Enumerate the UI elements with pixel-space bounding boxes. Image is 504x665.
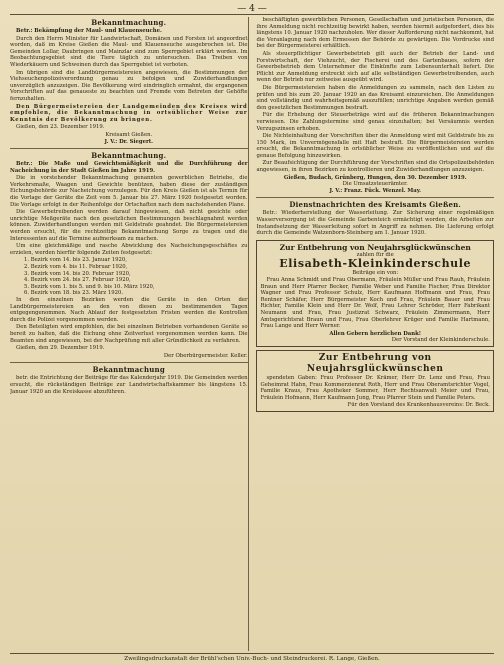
- notice-1-subject: Betr.: Bekämpfung der Maul- und Klauenseuche.: [16, 28, 162, 34]
- ad-1-signature: Der Vorstand der Kleinkinderschule.: [391, 337, 490, 344]
- ad-2-title: Zur Entbehrung von Neujahrsglückwünschen: [306, 352, 444, 374]
- columns: [10, 17, 494, 651]
- notice-2-authority: Der Oberbürgermeister. Keller.: [163, 352, 248, 359]
- notice-3-paragraph: betr. die Entrichtung der Beiträge für das Kalenderjahr 1919. Die Gemeinden werden ersucht, die rückständigen Beiträge zur Landwirtschaftskammer bis längstens 15. Januar 1920 an die Kreiskasse abzuführen.: [10, 375, 248, 395]
- notice-2-paragraph: In den einzelnen Bezirken werden die Geräte in den Orten der Landbürgermeistereien an den von diesen zu bestimmenden Tagen entgegengenommen. Nach Ablauf der festgesetzten Fristen werden die Kontrollen durch die Polizei vorgenommen werden.: [10, 296, 248, 323]
- schedule-item: 6. Bezirk vom 18. bis 23. März 1920.: [24, 290, 124, 297]
- notice-2-paragraph: Um eine gleichmäßige und rasche Abwicklung des Nacheichungsgeschäftes zu erzielen, werden hierfür folgende Zeiten festgesetzt:: [10, 243, 248, 256]
- dienst-paragraph: Betr.: Wiederherstellung der Wasserleitung. Zur Sicherung einer regelmäßigen Wasserversorgung ist die Gemeinde Garbenteich ermächtigt worden, die Arbeiten zur Instandsetzung der Wasserleitung sofort in Angriff zu nehmen. Die Lieferung erfolgt durch die Gemeinde Watzenborn-Steinberg am 1. Januar 1920.: [256, 210, 494, 237]
- dienst-heading: Dienstnachrichten des Kreisamts Gießen.: [289, 200, 462, 210]
- notice-2-heading: Bekanntmachung.: [91, 151, 167, 161]
- ad-1-intro-2: zahlen für die: [356, 251, 394, 258]
- tax-notice-paragraph: Die Nichteinhaltung der Vorschriften über die Anmeldung wird mit Geldstrafe bis zu 150 Mark, im Unvermögensfalle mit Haft bestraft. Die Bürgermeistereien werden ersucht, die Bekanntmachung in ortsüblicher Weise zu veröffentlichen und auf die genaue Befolgung hinzuwirken.: [256, 133, 494, 159]
- notice-2-paragraph: Die Gewerbetreibenden werden darauf hingewiesen, daß nicht geeichte oder unrichtige Meßgeräte nach den gesetzlichen Bestimmungen beschlagnahmt werden können. Zuwiderhandlungen werden mit Geldstrafe geahndet. Die Bürgermeistereien werden ersucht, für die rechtzeitige Bekanntmachung Sorge zu tragen und die Interessenten auf die Termine aufmerksam zu machen.: [10, 209, 248, 242]
- schedule-item: 3. Bezirk vom 14. bis 20. Februar 1920,: [24, 270, 131, 277]
- ad-2-donor-list: spendeten Gaben: Frau Professor Dr. Krämer, Herr Dr. Lenz und Frau, Frau Geheimrat Hahn, Frau Kommerzienrat Roth, Herr und Frau Oberamtsrichter Vogel, Familie Kraus, Frau Apotheker Sommer, Herr Rechtsanwalt Meier und Frau, Fräulein Hofmann, Herr Kaufmann Jung, Frau Pfarrer Stein und Familie Peters.: [260, 374, 490, 401]
- section-divider: [256, 197, 494, 198]
- ad-1-subtitle: Beiträge ein von:: [352, 270, 399, 277]
- ad-1-donor-list: Frau Anna Schmidt und Frau Obermann, Fräulein Müller und Frau Rauh, Fräulein Braun und Herr Pfarrer Becker, Familie Weber und Familie Fischer, Frau Direktor Wagner und Frau Professor Schulz, Herr Kaufmann Hoffmann und Frau, Frau Rentner Schäfer, Herr Bürgermeister Koch und Frau, Fräulein Bauer und Frau Richter, Familie Klein und Herr Dr. Wolf, Frau Lehrer Schröder, Herr Fabrikant Neumann und Frau, Frau Justizrat Schwarz, Fräulein Zimmermann, Herr Amtsgerichtsrat Braun und Frau, Frau Oberlehrer Krüger und Familie Hartmann, Frau Lange und Herr Werner.: [260, 277, 490, 330]
- ad-2-signature: Für den Vorstand des Krankenhausvereins: Dr. Beck.: [347, 402, 490, 409]
- tax-notice-authority: Die Umsatzsteuerämter.: [342, 181, 408, 188]
- ad-1-thanks: Allen Gebern herzlichen Dank!: [329, 330, 422, 337]
- notice-1-paragraph: Im übrigen sind die Landbürgermeistereien angewiesen, die Bestimmungen der Viehseuchenpolizeiverordnung genau zu befolgen und Zuwiderhandlungen unverzüglich anzuzeigen. Die Bevölkerung wird eindringlich ermahnt, die ergangenen Vorschriften auf das genaueste zu beachten und Fremde vom Betreten der Gehöfte fernzuhalten.: [10, 69, 248, 102]
- advertisement-neujahr: [256, 350, 494, 412]
- section-divider: [10, 148, 248, 149]
- printer-footer: Zweilingsdruckanstalt der Brühl'schen Univ.-Buch- und Steindruckerei. R. Lange, Gießen.: [10, 653, 494, 662]
- notice-1-signature: J. V.: Dr. Siegert.: [104, 138, 154, 145]
- tax-notice-paragraph: Für die Erhebung der Steuerbeträge wird auf die früheren Bekanntmachungen verwiesen. Die Zahlungstermine sind genau einzuhalten; bei Versäumnis werden Verzugszinsen erhoben.: [256, 112, 494, 132]
- section-divider: [10, 362, 248, 363]
- tax-notice-paragraph: beschäftigten gewerblichen Personen, Gesellschaften und juristischen Personen, die ihre Anmeldung nicht rechtzeitig bewirkt haben, werden hiermit aufgefordert, dies bis längstens 10. Januar 1920 nachzuholen. Wer dieser Aufforderung nicht nachkommt, hat die Veranlagung nach dem Ermessen der Behörde zu gewärtigen. Die Vordrucke sind bei der Bürgermeisterei erhältlich.: [256, 17, 494, 50]
- advertisement-kleinkinderschule: [256, 240, 494, 347]
- notice-2-subject: Betr.: Die Maße und Gewichtsmäßigkeit und die Durchführung der Nacheichung in der Stadt Gießen im Jahre 1919.: [10, 161, 248, 174]
- schedule-item: 5. Bezirk vom 1. bis 5. und 9. bis 10. März 1920,: [24, 283, 155, 290]
- schedule-item: 2. Bezirk vom 4. bis 11. Februar 1920,: [24, 264, 128, 270]
- page-number: — 4 —: [237, 4, 267, 14]
- notice-1-authority: Kreisamt Gießen.: [105, 131, 153, 138]
- notice-1-date: Gießen, den 23. Dezember 1919.: [16, 124, 105, 131]
- schedule-item: 4. Bezirk vom 24. bis 27. Februar 1920,: [24, 277, 131, 284]
- tax-notice-paragraph: Als steuerpflichtiger Gewerbebetrieb gilt auch der Betrieb der Land- und Forstwirtschaft, der Viehzucht, der Fischerei und des Gartenbaues, sofern der Gewerbebetrieb dem Unternehmer die Einkünfte zum Lebensunterhalt liefert. Die Pflicht zur Anmeldung erstreckt sich auf alle selbständigen Gewerbetreibenden, auch wenn der Betrieb nur zeitweise ausgeübt wird.: [256, 50, 494, 84]
- left-column: [10, 17, 248, 651]
- notice-3-heading: Bekanntmachung: [92, 365, 165, 375]
- tax-notice-paragraph: Zur Beaufsichtigung der Durchführung der Vorschriften sind die Ortspolizeibehörden angewiesen, in ihren Bezirken zu kontrollieren und Zuwiderhandlungen anzuzeigen.: [256, 160, 494, 174]
- notice-2-date: Gießen, den 29. Dezember 1919.: [16, 345, 105, 352]
- notice-1-heading: Bekanntmachung.: [91, 18, 167, 27]
- right-column: [256, 17, 494, 651]
- tax-notice-signature: J. V.: Franz. Fück. Wenzel. May.: [329, 187, 422, 194]
- ad-1-title: Elisabeth-Kleinkinderschule: [279, 257, 472, 271]
- ad-1-intro: Zur Entbehrung von Neujahrsglückwünschen: [279, 242, 471, 252]
- header-rule: [10, 14, 494, 15]
- notice-1-paragraph: Durch den Herrn Minister für Landwirtschaft, Domänen und Forsten ist angeordnet worden, daß im Kreise Gießen die Maul- und Klauenseuche ausgebrochen ist. Die Gemeinden Lollar, Daubringen und Mainzlar sind zum Sperrgebiet erklärt worden. Im Beobachtungsgebiet sind die Tiere täglich zu untersuchen. Das Treiben von Wiederkäuern und Schweinen durch das Sperrgebiet ist verboten.: [10, 35, 248, 68]
- column-divider: [248, 17, 253, 651]
- tax-notice-date: Gießen, Budach, Grünberg, Hungen, den 30. Dezember 1919.: [283, 174, 467, 181]
- tax-notice-paragraph: Die Bürgermeistereien haben die Anmeldungen zu sammeln, nach den Listen zu prüfen und bis zum 20. Januar 1920 an das Kreisamt einzureichen. Die Anmeldungen sind vollständig und wahrheitsgemäß auszufüllen; unrichtige Angaben werden gemäß den gesetzlichen Bestimmungen bestraft.: [256, 84, 494, 111]
- notice-2-paragraph: Die in vorstehender Bekanntmachung genannten gewerblichen Betriebe, die Verkehrsmaße, Waagen und Gewichte benützen, haben diese der zuständigen Eichungsbehörde zur Nacheichung vorzulegen. Für den Kreis Gießen ist als Termin für die Vorlage der Geräte die Zeit vom 5. Januar bis 27. März 1920 festgesetzt worden. Die Vorlage erfolgt in der Reihenfolge der Ortschaften nach dem nachstehenden Plane.: [10, 175, 248, 208]
- schedule-list: [10, 257, 248, 297]
- notice-2-paragraph: Den Beteiligten wird empfohlen, die bei einzelnen Betrieben vorhandenen Geräte so bereit zu halten, daß die Eichung ohne Zeitverlust vorgenommen werden kann. Die Beamten sind angewiesen, bei der Nachprüfung mit aller Gründlichkeit zu verfahren.: [10, 324, 248, 344]
- schedule-item: 1. Bezirk vom 14. bis 23. Januar 1920,: [24, 257, 127, 264]
- notice-1-paragraph: Den Bürgermeistereien der Landgemeinden des Kreises wird empfohlen, die Bekanntmachung in ortsüblicher Weise zur Kenntnis der Bevölkerung zu bringen.: [10, 103, 248, 123]
